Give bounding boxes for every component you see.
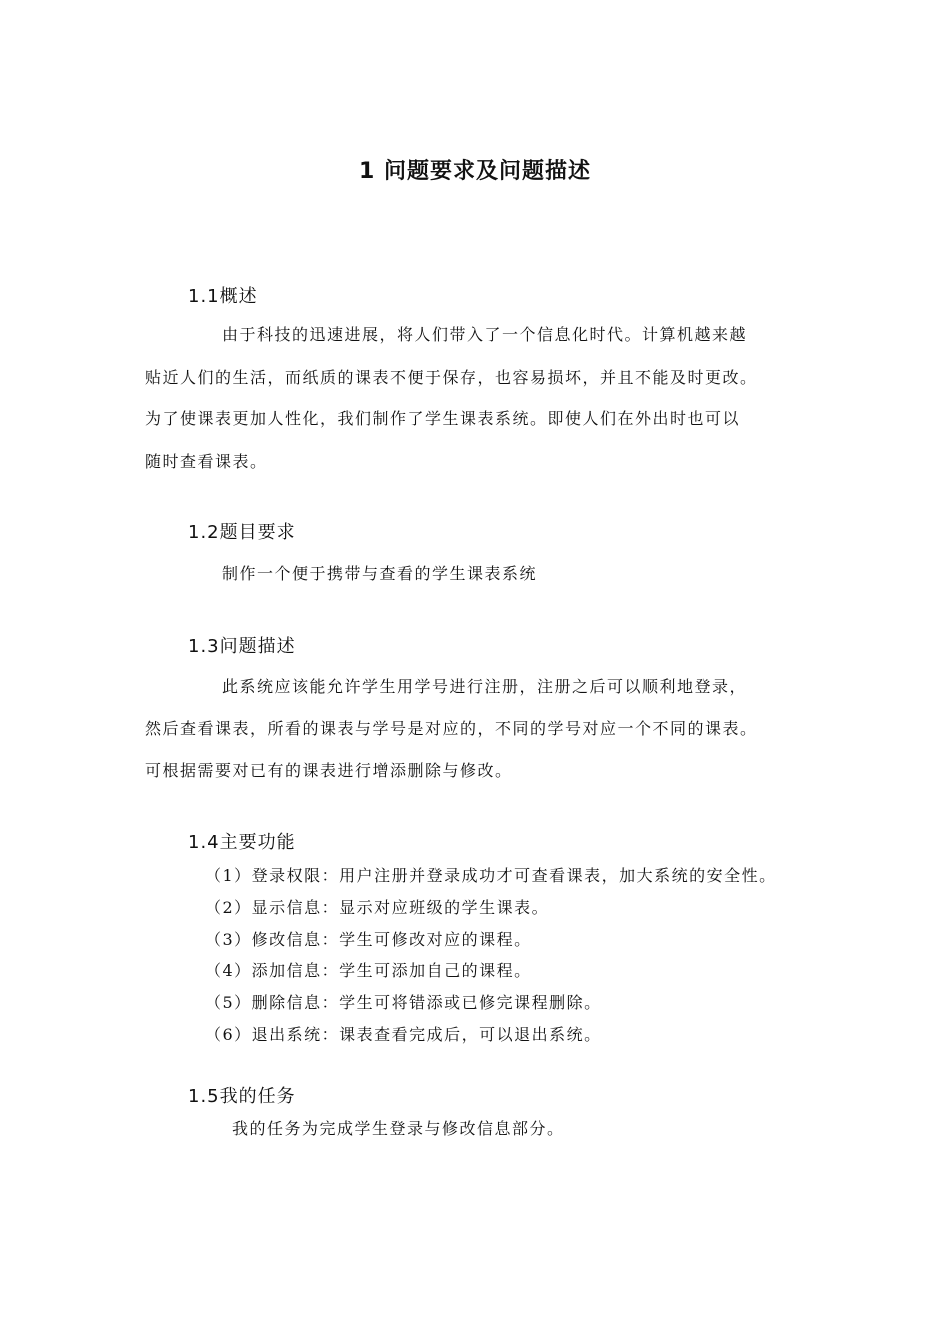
paragraph-line: 由于科技的迅速进展，将人们带入了一个信息化时代。计算机越来越 [222,325,748,344]
section-heading-functions: 1.4主要功能 [188,832,296,853]
paragraph-line: 然后查看课表，所看的课表与学号是对应的，不同的学号对应一个不同的课表。 [145,719,758,738]
page-title: 1 问题要求及问题描述 [359,159,591,184]
paragraph-line: 可根据需要对已有的课表进行增添删除与修改。 [145,761,513,780]
section-heading-my-task: 1.5我的任务 [188,1086,296,1107]
section-heading-description: 1.3问题描述 [188,636,296,657]
paragraph-line: 制作一个便于携带与查看的学生课表系统 [222,564,538,583]
paragraph-line: 此系统应该能允许学生用学号进行注册，注册之后可以顺利地登录， [222,677,748,696]
paragraph-line: 为了使课表更加人性化，我们制作了学生课表系统。即使人们在外出时也可以 [145,409,741,428]
paragraph-line: 贴近人们的生活，而纸质的课表不便于保存，也容易损坏，并且不能及时更改。 [145,368,758,387]
function-list-item: （3）修改信息：学生可修改对应的课程。 [205,930,532,949]
paragraph-line: 随时查看课表。 [145,452,268,471]
function-list-item: （6）退出系统：课表查看完成后，可以退出系统。 [205,1025,602,1044]
function-list-item: （5）删除信息：学生可将错添或已修完课程删除。 [205,993,602,1012]
function-list-item: （1）登录权限：用户注册并登录成功才可查看课表，加大系统的安全性。 [205,866,777,885]
paragraph-line: 我的任务为完成学生登录与修改信息部分。 [232,1119,565,1138]
function-list-item: （4）添加信息：学生可添加自己的课程。 [205,961,532,980]
section-heading-requirements: 1.2题目要求 [188,522,296,543]
function-list-item: （2）显示信息：显示对应班级的学生课表。 [205,898,550,917]
section-heading-overview: 1.1概述 [188,286,258,307]
